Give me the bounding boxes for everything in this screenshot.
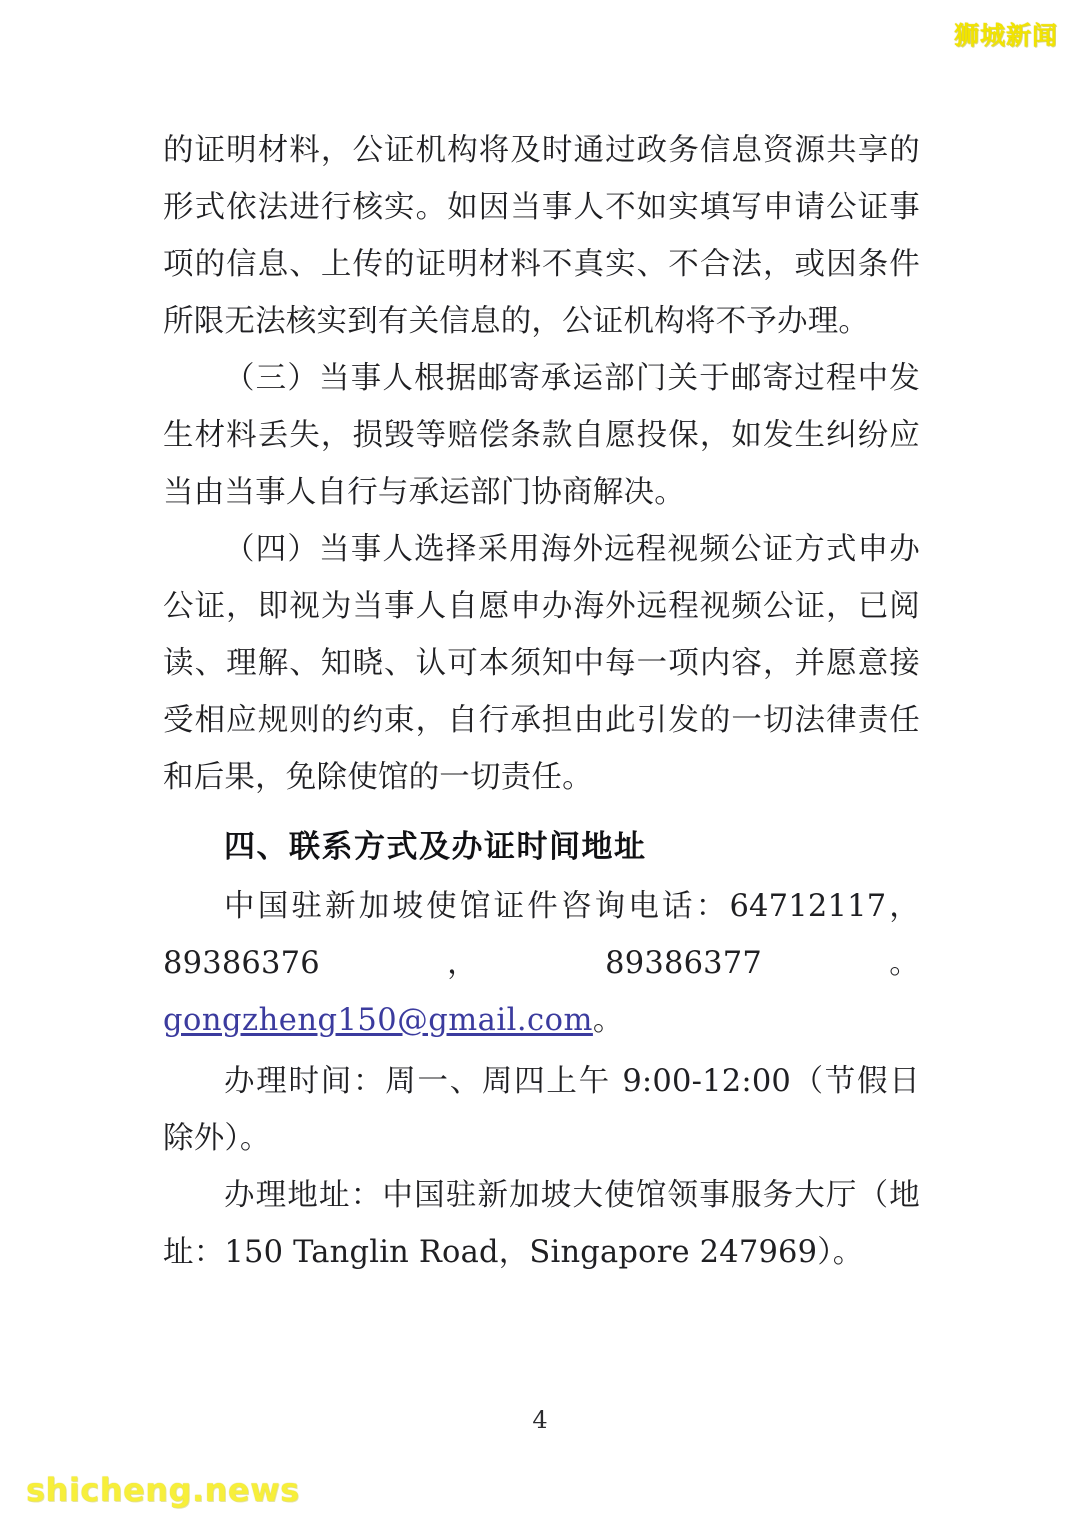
- watermark-top-right: 狮城新闻: [953, 21, 1058, 50]
- office-hours-line: 办理时间：周一、周四上午 9:00-12:00（节假日除外）。: [163, 1064, 920, 1156]
- section-heading-contact: 四、联系方式及办证时间地址: [224, 829, 647, 865]
- office-address-line: 办理地址：中国驻新加坡大使馆领事服务大厅（地址：150 Tanglin Road，Singapore 247969）。: [163, 1178, 920, 1270]
- email-trailing-punctuation: 。: [592, 1003, 624, 1038]
- contact-phone-text: 中国驻新加坡使馆证件咨询电话：64712117，89386376，89386377。: [163, 889, 920, 981]
- paragraph-verification: 的证明材料，公证机构将及时通过政务信息资源共享的形式依法进行核实。如因当事人不如实填写申请公证事项的信息、上传的证明材料不真实、不合法，或因条件所限无法核实到有关信息的，公证机构将不予办理。: [163, 133, 920, 339]
- contact-email-line: [163, 992, 920, 1049]
- email-link[interactable]: gongzheng150@gmail.com: [163, 1003, 593, 1038]
- paragraph-item-four: （四）当事人选择采用海外远程视频公证方式申办公证，即视为当事人自愿申办海外远程视频公证，已阅读、理解、知晓、认可本须知中每一项内容，并愿意接受相应规则的约束，自行承担由此引发的一切法律责任和后果，免除使馆的一切责任。: [163, 532, 920, 795]
- watermark-bottom-left: shicheng.news: [26, 1471, 300, 1509]
- document-body: [163, 122, 920, 1281]
- paragraph-item-three: （三）当事人根据邮寄承运部门关于邮寄过程中发生材料丢失，损毁等赔偿条款自愿投保，如发生纠纷应当由当事人自行与承运部门协商解决。: [163, 361, 920, 510]
- contact-phone-line: [163, 878, 920, 992]
- page-number: 4: [532, 1406, 548, 1434]
